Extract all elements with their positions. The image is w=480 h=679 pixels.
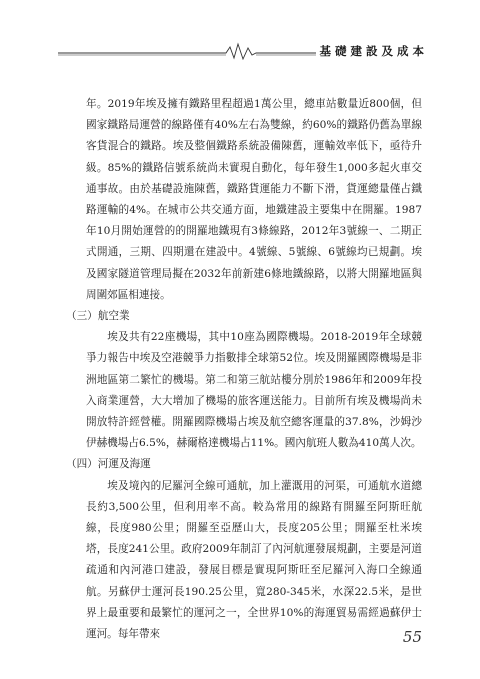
paragraph-aviation: 埃及共有22座機場，其中10座為國際機場。2018-2019年全球競爭力報告中埃及空港競爭力指數排全球第52位。埃及開羅國際機場是非洲地區第二繁忙的機場。第二和第三航站樓分別於1986年和2009年投入商業運營，大大增加了機場的旅客運送能力。目前所有埃及機場尚未開放特許經營權。開羅國際機場占埃及航空總客運量的37.8%，沙姆沙伊赫機場占6.5%，赫爾格達機場占11%。國內航班人數為410萬人次。 xyxy=(86,331,422,450)
section-heading-aviation: （三）航空業 xyxy=(66,310,130,323)
page-body xyxy=(66,94,422,645)
paragraph-shipping: 埃及境內的尼羅河全線可通航，加上灌溉用的河渠，可通航水道總長約3,500公里，但利用率不高。較為常用的線路有開羅至阿斯旺航線，長度980公里；開羅至亞歷山大，長度205公里；開羅至杜米埃塔，長度241公里。政府2009年制訂了內河航運發展規劃，主要是河道疏通和內河港口建設，發展目標是實現阿斯旺至尼羅河入海口全線通航。另蘇伊士運河長190.25公里，寬280-345米，水深22.5米，是世界上最重要和最繁忙的運河之一，全世界10%的海運貿易需經過蘇伊士運河。每年帶來 xyxy=(86,479,422,641)
running-header xyxy=(58,42,428,60)
paragraph-railway: 年。2019年埃及擁有鐵路里程超過1萬公里，總車站數量近800個，但國家鐵路局運營的線路僅有40%左右為雙線，約60%的鐵路仍舊為單線客貨混合的鐵路。埃及整個鐵路系統設備陳舊，運輸效率低下，亟待升級。85%的鐵路信號系統尚未實現自動化，每年發生1,000多起火車交通事故。由於基礎設施陳舊，鐵路貨運能力不斷下滑，貨運總量僅占鐵路運輸的4%。在城市公共交通方面，地鐵建設主要集中在開羅。1987年10月開始運營的的開羅地鐵現有3條線路，2012年3號線一、二期正式開通，三期、四期還在建設中。4號線、5號線、6號線均已規劃。埃及國家隧道管理局擬在2032年前新建6條地鐵線路，以將大開羅地區與周圍郊區相連接。 xyxy=(86,98,422,301)
header-title: 基礎建設及成本 xyxy=(316,43,429,59)
page-number: 55 xyxy=(402,628,422,646)
section-heading-shipping: （四）河運及海運 xyxy=(66,458,151,471)
